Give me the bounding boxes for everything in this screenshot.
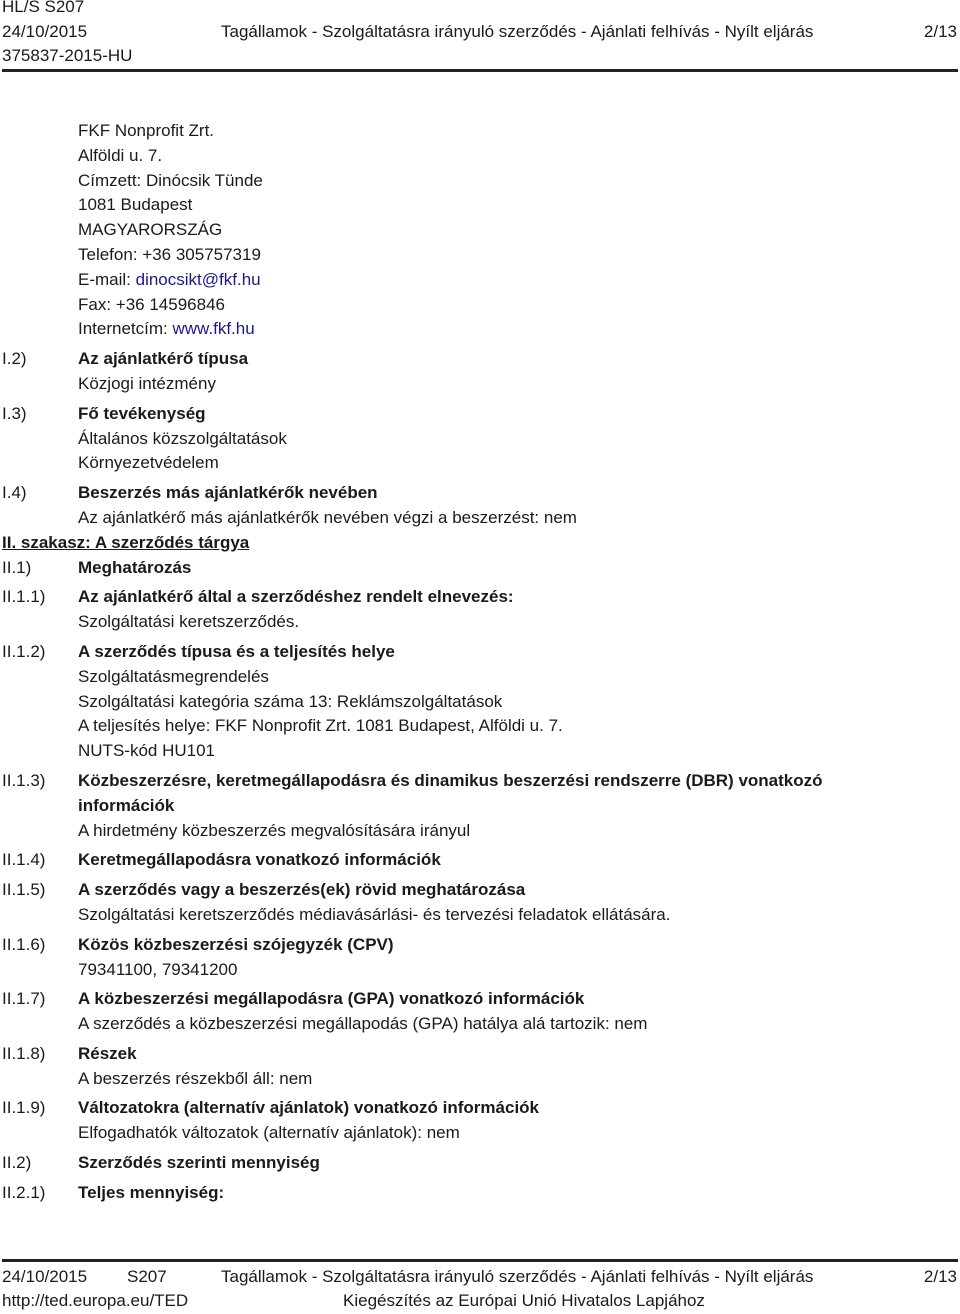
- section-value: A teljesítés helye: FKF Nonprofit Zrt. 1081 Budapest, Alföldi u. 7.: [78, 716, 563, 736]
- section-ii11: [0, 585, 960, 635]
- org-name: FKF Nonprofit Zrt.: [78, 121, 215, 140]
- section-ii18: [0, 1042, 960, 1092]
- section-value: A szerződés a közbeszerzési megállapodás (GPA) hatálya alá tartozik: nem: [78, 1014, 648, 1034]
- section-heading: Közbeszerzésre, keretmegállapodásra és dinamikus beszerzési rendszerre (DBR) vonatkozó információk: [78, 770, 823, 815]
- section-ii19: [0, 1096, 960, 1146]
- section-heading: Közös közbeszerzési szójegyzék (CPV): [78, 934, 394, 954]
- section-number: II.2.1): [2, 1182, 46, 1202]
- street: Alföldi u. 7.: [78, 145, 163, 165]
- section-value: Szolgáltatási keretszerződés médiavásárlási- és tervezési feladatok ellátására.: [78, 904, 671, 924]
- section-heading: Az ajánlatkérő típusa: [78, 349, 249, 369]
- section-number: II.1.4): [2, 850, 46, 870]
- section-value: NUTS-kód HU101: [78, 741, 215, 761]
- section-number: II.1.1): [2, 587, 46, 607]
- section-heading: Meghatározás: [78, 557, 192, 577]
- section-number: II.1.6): [2, 934, 46, 954]
- section-number: II.2): [2, 1153, 32, 1173]
- footer-page-number: 2/13: [923, 1267, 957, 1286]
- section-i3: [0, 402, 960, 476]
- web-label: Internetcím:: [78, 319, 173, 339]
- section-i2: [0, 347, 960, 397]
- web-line: [78, 317, 878, 342]
- section-heading: Változatokra (alternatív ajánlatok) vonatkozó információk: [78, 1098, 540, 1118]
- notice-content: [0, 119, 960, 1206]
- footer-supplement: Kiegészítés az Európai Unió Hivatalos Lapjához: [343, 1291, 705, 1310]
- section-value: Környezetvédelem: [78, 453, 219, 473]
- section-number: II.1.2): [2, 641, 46, 661]
- section-heading: Részek: [78, 1043, 137, 1063]
- section-value: Szolgáltatási kategória száma 13: Reklámszolgáltatások: [78, 691, 503, 711]
- section-heading: A közbeszerzési megállapodásra (GPA) vonatkozó információk: [78, 989, 585, 1009]
- addressee: Címzett: Dinócsik Tünde: [78, 170, 263, 190]
- city: 1081 Budapest: [78, 195, 193, 215]
- section-number: II.1.8): [2, 1043, 46, 1063]
- section-value: Közjogi intézmény: [78, 373, 216, 393]
- contact-block: [0, 119, 960, 342]
- section-number: II.1.5): [2, 880, 46, 900]
- section-value: Szolgáltatásmegrendelés: [78, 666, 269, 686]
- footer-title: Tagállamok - Szolgáltatásra irányuló szerződés - Ajánlati felhívás - Nyílt eljárás: [221, 1267, 814, 1286]
- section-number: I.2): [2, 349, 27, 369]
- phone: Telefon: +36 305757319: [78, 244, 261, 264]
- section-ii14: [0, 848, 960, 873]
- header-date: 24/10/2015: [2, 22, 88, 41]
- section-value: Általános közszolgáltatások: [78, 428, 287, 448]
- section-value: Az ajánlatkérő más ajánlatkérők nevében végzi a beszerzést: nem: [78, 507, 577, 527]
- form-code: HL/S S207: [2, 0, 85, 16]
- section-number: II.1): [2, 557, 32, 577]
- section-ii-title: II. szakasz: A szerződés tárgya: [2, 532, 250, 552]
- header-title: Tagállamok - Szolgáltatásra irányuló szerződés - Ajánlati felhívás - Nyílt eljárás: [221, 22, 814, 41]
- page-header: [0, 0, 960, 72]
- fax: Fax: +36 14596846: [78, 294, 225, 314]
- email-link[interactable]: dinocsikt@fkf.hu: [135, 269, 261, 289]
- section-heading: Az ajánlatkérő által a szerződéshez rendelt elnevezés:: [78, 587, 514, 607]
- section-heading: Fő tevékenység: [78, 403, 206, 423]
- section-number: II.1.9): [2, 1098, 46, 1118]
- header-page-number: 2/13: [923, 22, 957, 41]
- email-line: [78, 268, 878, 293]
- section-number: II.1.7): [2, 989, 46, 1009]
- section-heading: Keretmegállapodásra vonatkozó információk: [78, 850, 441, 870]
- section-ii1: [0, 556, 960, 581]
- email-label: E-mail:: [78, 269, 136, 289]
- footer-form: S207: [127, 1267, 167, 1286]
- section-heading: Szerződés szerinti mennyiség: [78, 1153, 320, 1173]
- section-value: A beszerzés részekből áll: nem: [78, 1068, 313, 1088]
- section-heading: A szerződés típusa és a teljesítés helye: [78, 641, 395, 661]
- section-number: II.1.3): [2, 770, 46, 790]
- country: MAGYARORSZÁG: [78, 220, 223, 240]
- section-ii16: [0, 933, 960, 983]
- section-ii2: [0, 1151, 960, 1176]
- section-ii13: [0, 769, 960, 843]
- header-divider: [2, 69, 958, 72]
- section-heading: A szerződés vagy a beszerzés(ek) rövid meghatározása: [78, 880, 526, 900]
- footer-url[interactable]: http://ted.europa.eu/TED: [2, 1291, 189, 1310]
- page-footer: [0, 1262, 960, 1311]
- section-ii17: [0, 987, 960, 1037]
- section-heading: Teljes mennyiség:: [78, 1182, 225, 1202]
- section-number: I.3): [2, 403, 27, 423]
- section-ii12: [0, 640, 960, 764]
- section-value: Elfogadhatók változatok (alternatív ajánlatok): nem: [78, 1123, 460, 1143]
- section-number: I.4): [2, 483, 27, 503]
- document-id: 375837-2015-HU: [2, 46, 133, 65]
- section-i4: [0, 481, 960, 531]
- section-value: Szolgáltatási keretszerződés.: [78, 612, 300, 632]
- section-ii21: [0, 1181, 960, 1206]
- footer-date: 24/10/2015: [2, 1267, 88, 1286]
- web-link[interactable]: www.fkf.hu: [172, 319, 255, 339]
- section-value: 79341100, 79341200: [78, 959, 238, 979]
- section-ii15: [0, 878, 960, 928]
- section-value: A hirdetmény közbeszerzés megvalósítására irányul: [78, 820, 471, 840]
- section-heading: Beszerzés más ajánlatkérők nevében: [78, 483, 378, 503]
